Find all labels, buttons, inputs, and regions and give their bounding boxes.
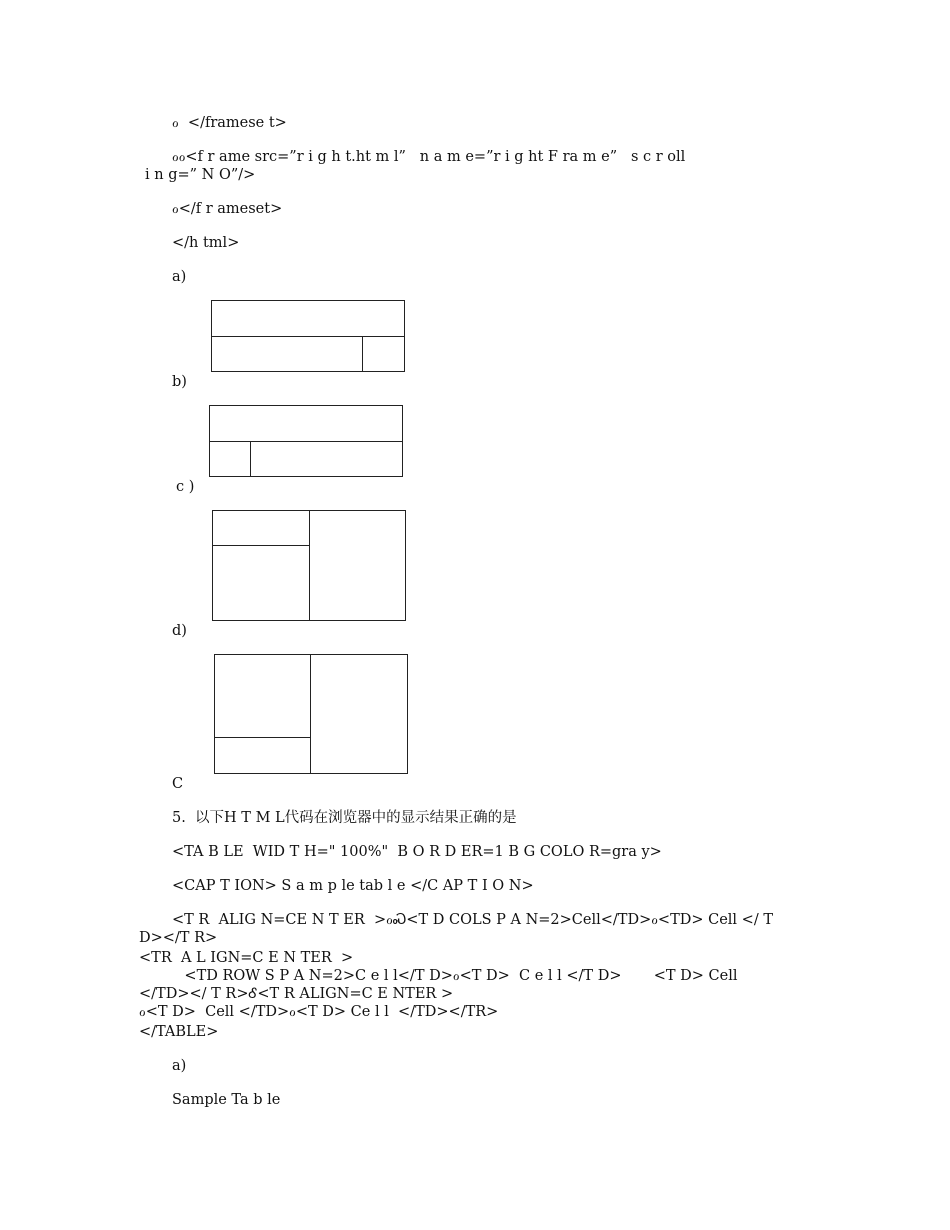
code-line-tr-3: </TD></ T R>Ꮄ<T R ALIGN=C E NTER > [139, 986, 454, 1002]
code-line-td-last: ℴ<T D> Cell </TD>ℴ<T D> Ce l l </TD></TR> [139, 1004, 499, 1020]
question-5-text: 5. 以下H T M L代码在浏览器中的显示结果正确的是 [172, 810, 517, 826]
code-line-frame-src: ℴℴ<f r ame src=”r i g h t.ht m l” n a m e=”r i g ht F ra m e” s c r oll [172, 149, 686, 165]
answer-option-a-label: a) [172, 1058, 187, 1074]
option-c-label: c ) [176, 479, 195, 495]
code-line-frame-src-cont: i n g=” N O”/> [145, 167, 256, 183]
code-line-html-close: </h tml> [172, 235, 240, 251]
option-d-label: d) [172, 623, 187, 639]
code-line-caption: <CAP T ION> S a m p le tab l e </C AP T I O N> [172, 878, 534, 894]
option-b-label: b) [172, 374, 187, 390]
code-line-tr-2: <TR A L IGN=C E N TER > [139, 950, 354, 966]
code-line-table-close: </TABLE> [139, 1024, 219, 1040]
code-line-frameset-close-1: ℴ </framese t> [172, 115, 287, 131]
answer-label: C [172, 776, 184, 792]
code-line-td-rowspan: <TD ROW S P A N=2>C e l l</T D>ℴ<T D> C e l l </T D> <T D> Cell [166, 968, 738, 984]
option-a-label: a) [172, 269, 187, 285]
code-line-tr-1-cont: D></T R> [139, 930, 218, 946]
code-line-frameset-close-2: ℴ</f r ameset> [172, 201, 283, 217]
code-line-table-open: <TA B LE WID T H=" 100%" B O R D ER=1 B G COLO R=gra y> [172, 844, 662, 860]
sample-table-caption: Sample Ta b le [172, 1092, 281, 1108]
code-line-tr-1: <T R ALIG N=CE N T ER >ℴᏍ<T D COLS P A N=2>Cell</TD>ℴ<TD> Cell </ T [172, 912, 773, 928]
